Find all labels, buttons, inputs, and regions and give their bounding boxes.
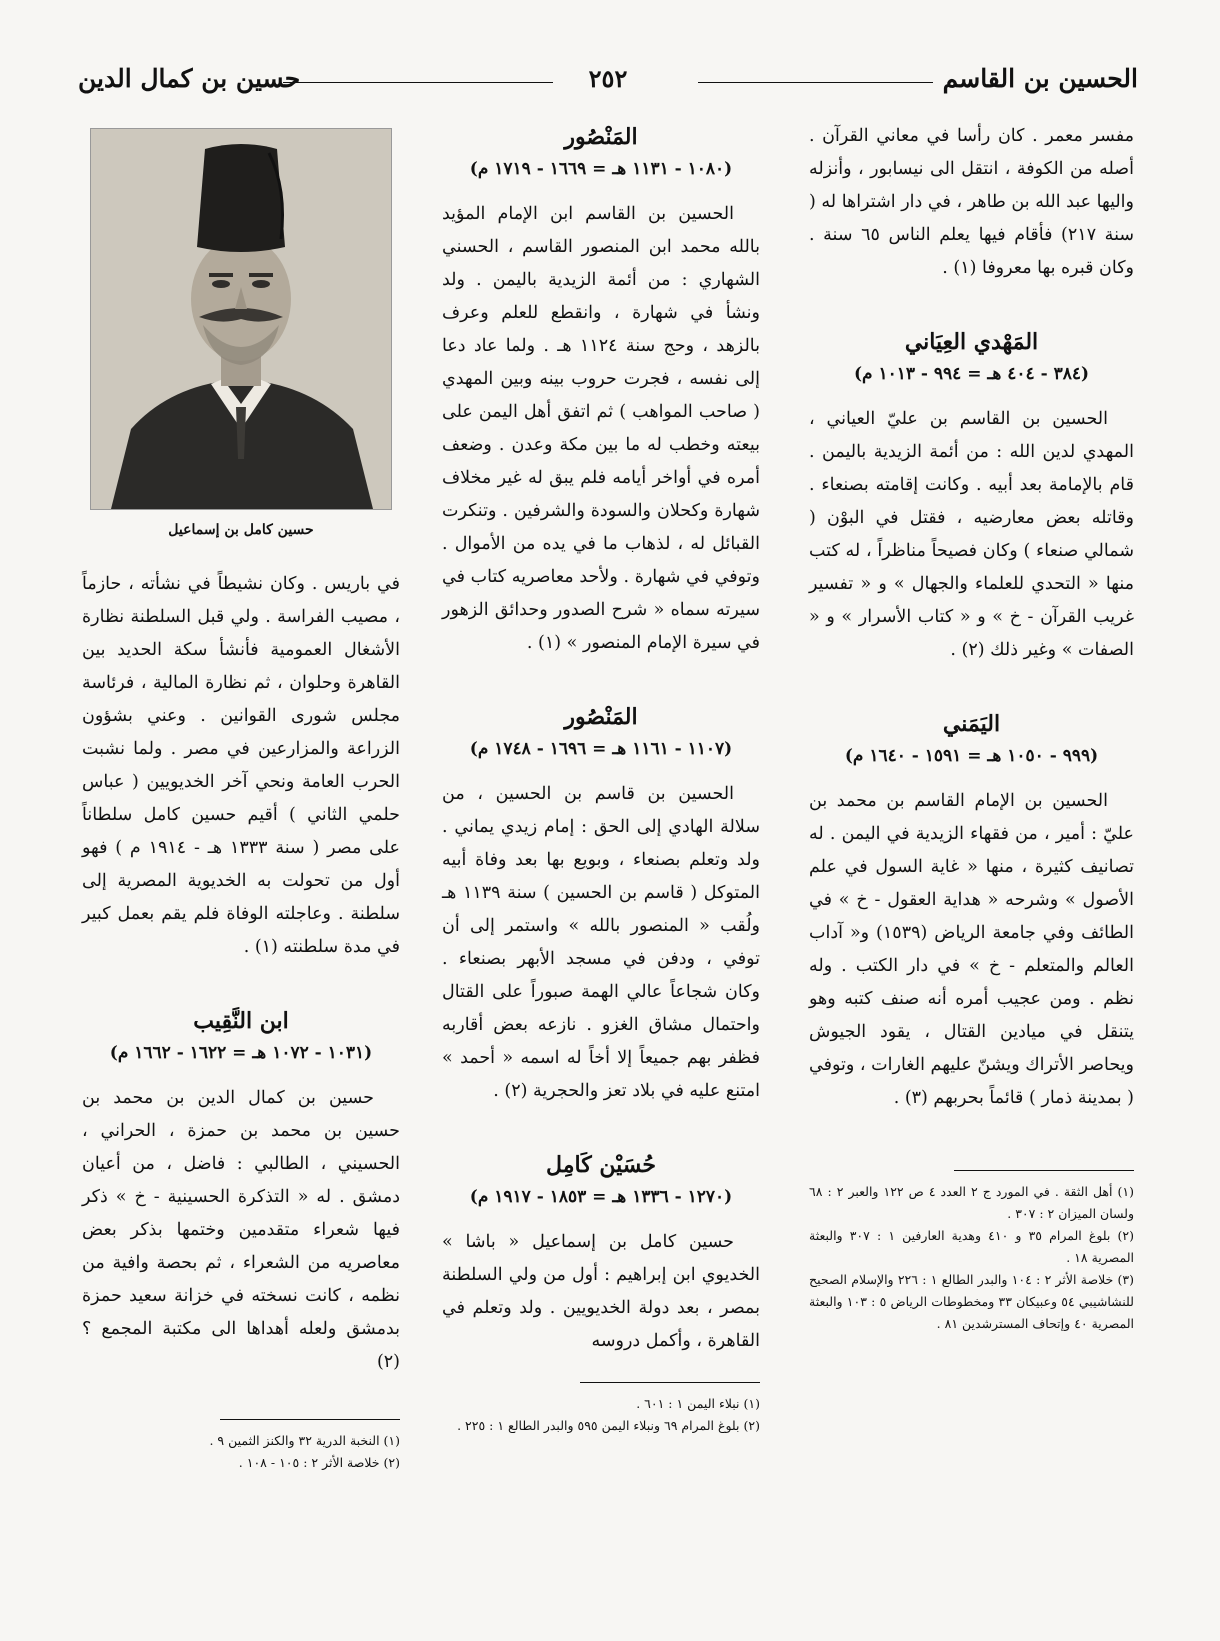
header-left-title: حسين بن كمال الدين (78, 64, 301, 93)
left-column (82, 120, 400, 1474)
running-header (78, 64, 1138, 100)
entry-body: الحسين بن قاسم بن الحسين ، من سلالة الهادي إلى الحق : إمام زيدي يماني . ولد وتعلم بصنعاء ، وبويع بها بعد وفاة أبيه المتوكل ( قاسم بن الحسين ) سنة ١١٣٩ هـ ولُقب « المنصور بالله » واستمر إلى أن توفي ، ودفن في مسجد الأبهر بصنعاء . وكان شجاعاً عالي الهمة صبوراً على القتال واحتمال مشاق الغزو . نازعه بعض أقاربه فظفر بهم جميعاً إلا أخاً له اسمه « أحمد » امتنع عليه في بلاد تعز والحجرية (٢) . (442, 784, 761, 1101)
continued-text: في باريس . وكان نشيطاً في نشأته ، حازماً ، مصيب الفراسة . ولي قبل السلطنة نظارة الأشغال العمومية فأنشأ سكة الحديد بين القاهرة وحلوان ، ثم نظارة المالية ، فرئاسة مجلس شورى القوانين . وعني بشؤون الزراعة والمزارعين في مصر . ولما نشبت الحرب العامة ونحي آخر الخديويين ( عباس حلمي الثاني ) أقيم حسين كامل سلطاناً على مصر ( سنة ١٣٣٣ هـ - ١٩١٤ م ) فهو أول من تحولت به الخديوية المصرية إلى سلطنة . وعاجلته الوفاة فلم يقم بعمل كبير في مدة سلطنته (١) . (82, 574, 400, 957)
entry-dates: (٣٨٤ - ٤٠٤ هـ = ٩٩٤ - ١٠١٣ م) (853, 364, 1090, 384)
entry-title: المَنْصُور (564, 704, 638, 730)
entry-title: المَنْصُور (564, 124, 638, 150)
entry-title: المَهْدي العِيَاني (904, 329, 1039, 355)
entry-body: حسين كامل بن إسماعيل « باشا » الخديوي ابن إبراهيم : أول من ولي السلطنة بمصر ، بعد دولة الخديويين . ولد وتعلم في القاهرة ، وأكمل دروسه (442, 1232, 760, 1351)
footnote: (٢) بلوغ المرام ٣٥ و ٤١٠ وهدية العارفين ١ : ٣٠٧ والبعثة المصرية ١٨ . (809, 1228, 1134, 1265)
portrait-illustration (91, 129, 391, 509)
entry-title: ابن النَّقِيب (193, 1008, 289, 1034)
page-number: ٢٥٢ (588, 64, 628, 93)
entry-dates: (٩٩٩ - ١٠٥٠ هـ = ١٥٩١ - ١٦٤٠ م) (844, 746, 1099, 766)
entry-dates: (١٢٧٠ - ١٣٣٦ هـ = ١٨٥٣ - ١٩١٧ م) (469, 1187, 733, 1207)
middle-column (442, 120, 760, 1437)
entry-dates: (١٠٨٠ - ١١٣١ هـ = ١٦٦٩ - ١٧١٩ م) (469, 159, 733, 179)
header-right-title: الحسين بن القاسم (942, 64, 1138, 93)
right-intro-text: مفسر معمر . كان رأسا في معاني القرآن . أصله من الكوفة ، انتقل الى نيسابور ، وأنزله واليها عبد الله بن طاهر ، في دار اشتراها له ( سنة ٢١٧) فأقام فيها يعلم الناس ٦٥ سنة . وكان قبره بها معروفا (١) . (809, 126, 1135, 278)
footnote-rule (220, 1419, 400, 1420)
entry-body: حسين بن كمال الدين بن محمد بن حسين بن محمد بن حمزة ، الحراني ، الحسيني ، الطالبي : فاضل ، من أعيان دمشق . له « التذكرة الحسينية - خ » ذكر فيها شعراء متقدمين وختمها بذكر بعض معاصريه من الشعراء ، ثم بحصة وافية من نظمه ، كانت نسخته في خزانة سعيد حمزة بدمشق ولعله أهداها الى مكتبة المجمع ؟ (٢) (82, 1088, 400, 1372)
footnote: (١) أهل الثقة . في المورد ج ٢ العدد ٤ ص ١٢٢ والعبر ٢ : ٦٨ ولسان الميزان ٢ : ٣٠٧ . (809, 1184, 1134, 1221)
footnote-rule (954, 1170, 1134, 1171)
footnote: (٣) خلاصة الأثر ٢ : ١٠٤ والبدر الطالع ١ : ٢٢٦ والإسلام الصحيح للنشاشيبي ٥٤ وعبيكان ٣٣ ومخطوطات الرياض ٥ : ١٠٣ والبعثة المصرية ٤٠ وإتحاف المسترشدين ٨١ . (809, 1272, 1134, 1331)
entry-title: حُسَيْن كَامِل (546, 1152, 656, 1178)
header-rule-right (698, 82, 933, 83)
entry-body: الحسين بن القاسم بن عليّ العياني ، المهدي لدين الله : من أئمة الزيدية باليمن . قام بالإمامة بعد أبيه . وكانت إقامته بصنعاء . وقاتله بعض معارضيه ، فقتل في البوْن ( شمالي صنعاء ) وكان فصيحاً مناظراً ، له كتب منها « التحدي للعلماء والجهال » و « تفسير غريب القرآن - خ » و « كتاب الأسرار » و « الصفات » وغير ذلك (٢) . (809, 409, 1134, 660)
footnote-rule (580, 1382, 760, 1383)
right-column (809, 120, 1134, 1335)
entry-dates: (١١٠٧ - ١١٦١ هـ = ١٦٩٦ - ١٧٤٨ م) (469, 739, 733, 759)
entry-body: الحسين بن القاسم ابن الإمام المؤيد بالله محمد ابن المنصور القاسم ، الحسني الشهاري : من أئمة الزيدية باليمن . ولد ونشأ في شهارة ، وانقطع للعلم وعرف بالزهد ، وحج سنة ١١٢٤ هـ . ولما عاد دعا إلى نفسه ، فجرت حروب بينه وبين المهدي ( صاحب المواهب ) ثم اتفق أهل اليمن على بيعته وخطب له ما بين مكة وعدن . وضعف أمره في أواخر أيامه فلم يبق له غير مخلاف شهارة وكحلان والسودة والشرفين . وتنكرت القبائل له ، لذهاب ما في يده من الأموال . وتوفي في شهارة . ولأحد معاصريه كتاب في سيرته سماه « شرح الصدور وحدائق الزهور في سيرة الإمام المنصور » (١) . (442, 204, 760, 653)
entry-body: الحسين بن الإمام القاسم بن محمد بن عليّ : أمير ، من فقهاء الزيدية في اليمن . له تصانيف كثيرة ، منها « غاية السول في علم الأصول » وشرحه « هداية العقول - خ » في الطائف وفي جامعة الرياض (١٥٣٩) و« آداب العالم والمتعلم - خ » في دار الكتب . وله نظم . ومن عجيب أمره أنه صنف كتبه وهو يتنقل في ميادين القتال ، يقود الجيوش ويحاصر الأتراك ويشنّ عليهم الغارات ، وتوفي ( بمدينة ذمار ) قائماً بحربهم (٣) . (809, 791, 1134, 1108)
photo-caption: حسين كامل بن إسماعيل (168, 522, 314, 538)
footnote: (٢) بلوغ المرام ٦٩ ونبلاء اليمن ٥٩٥ والبدر الطالع ١ : ٢٢٥ . (457, 1418, 760, 1433)
header-rule-left (283, 82, 553, 83)
footnote: (١) النخبة الدرية ٣٢ والكنز الثمين ٩ . (209, 1433, 400, 1448)
footnote: (١) نبلاء اليمن ١ : ٦٠١ . (636, 1396, 760, 1411)
footnote: (٢) خلاصة الأثر ٢ : ١٠٥ - ١٠٨ . (238, 1455, 400, 1470)
entry-title: اليَمَني (942, 711, 1001, 737)
entry-dates: (١٠٣١ - ١٠٧٢ هـ = ١٦٢٢ - ١٦٦٢ م) (109, 1043, 373, 1063)
portrait-photo (90, 128, 392, 510)
